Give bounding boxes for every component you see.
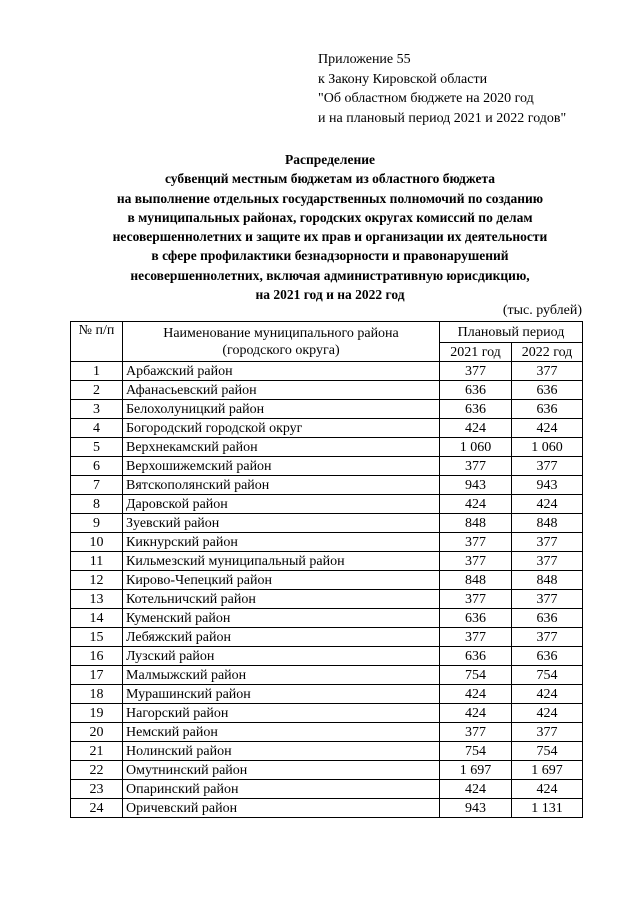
row-name: Кикнурский район (123, 533, 440, 552)
row-value-2021: 636 (440, 647, 512, 666)
row-value-2022: 754 (512, 666, 583, 685)
row-name: Оричевский район (123, 799, 440, 818)
row-num: 15 (71, 628, 123, 647)
table-row (71, 381, 583, 400)
row-name: Нолинский район (123, 742, 440, 761)
row-value-2022: 377 (512, 362, 583, 381)
row-num: 11 (71, 552, 123, 571)
table-row (71, 761, 583, 780)
header-name (123, 322, 440, 362)
row-value-2021: 424 (440, 685, 512, 704)
table-row (71, 628, 583, 647)
units-label: (тыс. рублей) (502, 303, 582, 318)
table-row (71, 742, 583, 761)
header-name-line-2: (городского округа) (222, 342, 340, 358)
row-value-2022: 424 (512, 495, 583, 514)
table-row (71, 666, 583, 685)
row-value-2021: 377 (440, 457, 512, 476)
row-num: 21 (71, 742, 123, 761)
table-row (71, 647, 583, 666)
row-num: 10 (71, 533, 123, 552)
row-value-2022: 377 (512, 723, 583, 742)
row-num: 1 (71, 362, 123, 381)
row-value-2021: 754 (440, 742, 512, 761)
appendix-header (318, 50, 566, 128)
row-value-2021: 377 (440, 533, 512, 552)
row-name: Немский район (123, 723, 440, 742)
table-row (71, 419, 583, 438)
table-row (71, 457, 583, 476)
title-line-1: Распределение (284, 152, 376, 167)
row-value-2021: 377 (440, 362, 512, 381)
title-line-5: несовершеннолетних и защите их прав и организации их деятельности (112, 229, 548, 245)
table-row (71, 495, 583, 514)
row-name: Верхошижемский район (123, 457, 440, 476)
row-num: 6 (71, 457, 123, 476)
row-value-2022: 1 131 (512, 799, 583, 818)
row-name: Арбажский район (123, 362, 440, 381)
row-value-2021: 377 (440, 590, 512, 609)
row-name: Богородский городской округ (123, 419, 440, 438)
row-num: 17 (71, 666, 123, 685)
table-row (71, 533, 583, 552)
header-name-line-1: Наименование муниципального района (163, 325, 399, 341)
row-value-2022: 424 (512, 780, 583, 799)
subvention-table (70, 321, 583, 818)
table-row (71, 514, 583, 533)
row-value-2022: 377 (512, 457, 583, 476)
header-2021: 2021 год (440, 343, 512, 362)
row-value-2021: 636 (440, 381, 512, 400)
row-name: Малмыжский район (123, 666, 440, 685)
row-name: Кирово-Чепецкий район (123, 571, 440, 590)
table-row (71, 362, 583, 381)
row-value-2021: 636 (440, 609, 512, 628)
row-value-2022: 636 (512, 647, 583, 666)
row-value-2022: 1 060 (512, 438, 583, 457)
table-row (71, 723, 583, 742)
row-value-2021: 848 (440, 514, 512, 533)
row-value-2021: 377 (440, 723, 512, 742)
row-num: 7 (71, 476, 123, 495)
table-row (71, 590, 583, 609)
appendix-line-3: "Об областном бюджете на 2020 год (318, 91, 534, 106)
row-value-2022: 424 (512, 685, 583, 704)
title-line-4: в муниципальных районах, городских округах комиссий по делам (127, 209, 533, 225)
table-row (71, 780, 583, 799)
row-num: 24 (71, 799, 123, 818)
table-row (71, 400, 583, 419)
appendix-line-2: к Закону Кировской области (318, 71, 488, 87)
table-row (71, 438, 583, 457)
row-value-2022: 636 (512, 609, 583, 628)
row-value-2022: 754 (512, 742, 583, 761)
row-name: Нагорский район (123, 704, 440, 723)
row-num: 8 (71, 495, 123, 514)
row-value-2022: 377 (512, 590, 583, 609)
row-name: Мурашинский район (123, 685, 440, 704)
row-value-2022: 377 (512, 533, 583, 552)
row-value-2021: 636 (440, 400, 512, 419)
title-line-8: на 2021 год и на 2022 год (255, 287, 405, 303)
row-name: Опаринский район (123, 780, 440, 799)
table-row (71, 552, 583, 571)
row-num: 4 (71, 419, 123, 438)
title-line-6: в сфере профилактики безнадзорности и правонарушений (151, 248, 509, 264)
row-num: 20 (71, 723, 123, 742)
row-name: Верхнекамский район (123, 438, 440, 457)
row-value-2021: 377 (440, 552, 512, 571)
table-row (71, 704, 583, 723)
row-name: Белохолуницкий район (123, 400, 440, 419)
row-name: Вятскополянский район (123, 476, 440, 495)
row-value-2021: 1 697 (440, 761, 512, 780)
row-value-2022: 848 (512, 571, 583, 590)
appendix-line-4: и на плановый период 2021 и 2022 годов" (318, 110, 567, 126)
row-name: Даровской район (123, 495, 440, 514)
table-body (71, 362, 583, 818)
row-name: Зуевский район (123, 514, 440, 533)
row-value-2021: 424 (440, 780, 512, 799)
title-line-7: несовершеннолетних, включая административную юрисдикцию, (130, 267, 530, 283)
row-num: 22 (71, 761, 123, 780)
row-num: 3 (71, 400, 123, 419)
row-value-2021: 377 (440, 628, 512, 647)
row-value-2021: 848 (440, 571, 512, 590)
table-row (71, 571, 583, 590)
row-value-2022: 377 (512, 628, 583, 647)
row-name: Кильмезский муниципальный район (123, 552, 440, 571)
row-num: 19 (71, 704, 123, 723)
row-value-2021: 424 (440, 495, 512, 514)
document-title (60, 150, 600, 304)
row-value-2022: 636 (512, 381, 583, 400)
row-num: 14 (71, 609, 123, 628)
row-num: 2 (71, 381, 123, 400)
title-line-3: на выполнение отдельных государственных полномочий по созданию (116, 190, 544, 206)
header-2022: 2022 год (512, 343, 583, 362)
row-name: Котельничский район (123, 590, 440, 609)
appendix-line-1: Приложение 55 (318, 52, 411, 67)
table-row (71, 799, 583, 818)
row-name: Лузский район (123, 647, 440, 666)
row-value-2022: 377 (512, 552, 583, 571)
row-num: 9 (71, 514, 123, 533)
row-name: Омутнинский район (123, 761, 440, 780)
row-value-2022: 943 (512, 476, 583, 495)
row-name: Афанасьевский район (123, 381, 440, 400)
row-value-2021: 424 (440, 704, 512, 723)
row-value-2022: 424 (512, 704, 583, 723)
row-value-2022: 848 (512, 514, 583, 533)
row-value-2021: 943 (440, 799, 512, 818)
table-row (71, 609, 583, 628)
row-num: 12 (71, 571, 123, 590)
row-value-2021: 1 060 (440, 438, 512, 457)
title-line-2: субвенций местным бюджетам из областного бюджета (164, 171, 496, 187)
row-value-2021: 424 (440, 419, 512, 438)
row-value-2021: 943 (440, 476, 512, 495)
row-num: 16 (71, 647, 123, 666)
header-num: № п/п (71, 322, 123, 362)
row-num: 18 (71, 685, 123, 704)
row-value-2022: 636 (512, 400, 583, 419)
row-num: 13 (71, 590, 123, 609)
table-row (71, 476, 583, 495)
row-name: Куменский район (123, 609, 440, 628)
row-value-2022: 1 697 (512, 761, 583, 780)
row-num: 23 (71, 780, 123, 799)
row-value-2021: 754 (440, 666, 512, 685)
row-name: Лебяжский район (123, 628, 440, 647)
row-num: 5 (71, 438, 123, 457)
header-period: Плановый период (440, 322, 583, 343)
row-value-2022: 424 (512, 419, 583, 438)
table-row (71, 685, 583, 704)
